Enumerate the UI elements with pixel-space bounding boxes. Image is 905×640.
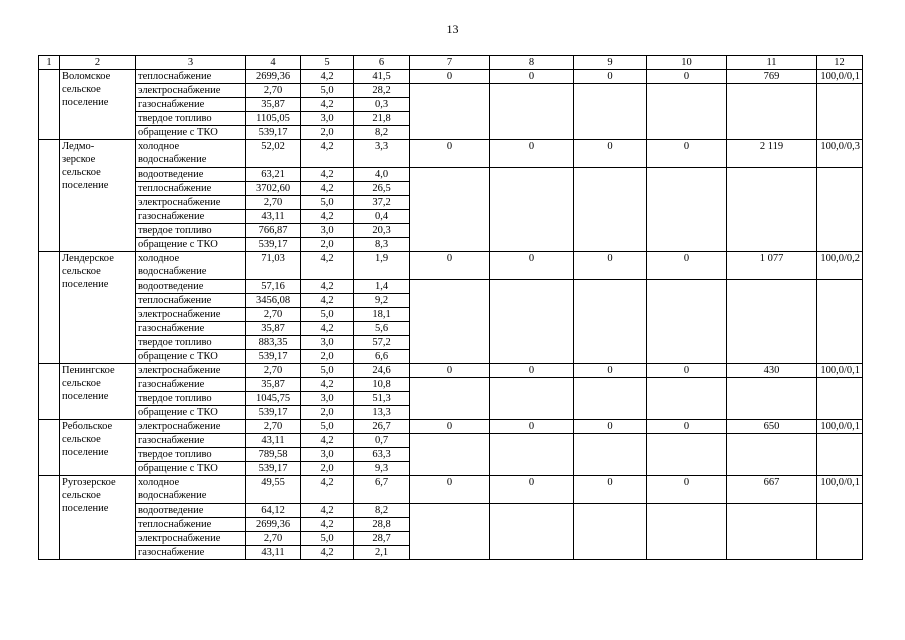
value-c4: 35,87	[246, 322, 301, 336]
value-c5: 3,0	[301, 448, 354, 462]
service-type	[136, 210, 246, 224]
value-c12: 100,0/0,2	[817, 252, 863, 280]
value-c10: 0	[647, 252, 727, 280]
empty-cell	[817, 504, 863, 560]
service-type	[136, 98, 246, 112]
value-c6: 0,7	[354, 434, 410, 448]
value-c4: 539,17	[246, 350, 301, 364]
value-c7: 0	[410, 420, 490, 434]
cell-line: сельское	[62, 378, 101, 389]
value-c6: 10,8	[354, 378, 410, 392]
value-c7: 0	[410, 140, 490, 168]
cell-line: теплоснабжение	[138, 519, 212, 530]
value-c8: 0	[490, 70, 574, 84]
cell-line: сельское	[62, 434, 101, 445]
value-c8: 0	[490, 476, 574, 504]
empty-cell	[817, 168, 863, 252]
empty-cell	[817, 434, 863, 476]
value-c6: 9,2	[354, 294, 410, 308]
header-cell: 1	[39, 56, 60, 70]
service-type	[136, 462, 246, 476]
value-c4: 35,87	[246, 378, 301, 392]
value-c4: 57,16	[246, 280, 301, 294]
row-number-cell	[39, 476, 60, 560]
row-number-cell	[39, 364, 60, 420]
value-c4: 64,12	[246, 504, 301, 518]
value-c11: 430	[727, 364, 817, 378]
value-c8: 0	[490, 252, 574, 280]
service-type	[136, 140, 246, 168]
empty-cell	[647, 378, 727, 420]
service-type	[136, 238, 246, 252]
value-c6: 28,7	[354, 532, 410, 546]
value-c5: 5,0	[301, 364, 354, 378]
header-cell: 10	[647, 56, 727, 70]
value-c5: 4,2	[301, 434, 354, 448]
empty-cell	[647, 84, 727, 140]
value-c6: 28,8	[354, 518, 410, 532]
value-c7: 0	[410, 364, 490, 378]
empty-cell	[574, 168, 647, 252]
value-c7: 0	[410, 252, 490, 280]
value-c6: 6,7	[354, 476, 410, 504]
service-type	[136, 518, 246, 532]
table-row	[39, 140, 863, 168]
cell-line: твердое топливо	[138, 393, 212, 404]
value-c4: 3456,08	[246, 294, 301, 308]
value-c4: 2,70	[246, 308, 301, 322]
cell-line: водоотведение	[138, 169, 204, 180]
value-c5: 3,0	[301, 336, 354, 350]
empty-cell	[490, 280, 574, 364]
value-c10: 0	[647, 364, 727, 378]
value-c9: 0	[574, 140, 647, 168]
service-type	[136, 532, 246, 546]
value-c4: 2,70	[246, 84, 301, 98]
empty-cell	[647, 504, 727, 560]
value-c4: 63,21	[246, 168, 301, 182]
value-c4: 883,35	[246, 336, 301, 350]
table-header	[39, 56, 863, 70]
empty-cell	[574, 504, 647, 560]
value-c6: 0,4	[354, 210, 410, 224]
settlement-name	[60, 252, 136, 364]
empty-cell	[490, 168, 574, 252]
value-c12: 100,0/0,1	[817, 70, 863, 84]
header-cell: 7	[410, 56, 490, 70]
cell-line: водоотведение	[138, 281, 204, 292]
cell-line: газоснабжение	[138, 547, 205, 558]
service-type	[136, 406, 246, 420]
value-c4: 1045,75	[246, 392, 301, 406]
table-row	[39, 84, 863, 98]
value-c5: 2,0	[301, 126, 354, 140]
value-c5: 5,0	[301, 196, 354, 210]
service-type	[136, 280, 246, 294]
value-c5: 4,2	[301, 476, 354, 504]
cell-line: Пенингское	[62, 365, 115, 376]
value-c6: 20,3	[354, 224, 410, 238]
empty-cell	[410, 434, 490, 476]
cell-line: твердое топливо	[138, 449, 212, 460]
cell-line: сельское	[62, 490, 101, 501]
cell-line: электроснабжение	[138, 85, 221, 96]
value-c4: 71,03	[246, 252, 301, 280]
cell-line: зерское	[62, 154, 96, 165]
value-c4: 539,17	[246, 238, 301, 252]
value-c6: 6,6	[354, 350, 410, 364]
empty-cell	[574, 434, 647, 476]
value-c5: 4,2	[301, 168, 354, 182]
cell-line: Ребольское	[62, 421, 113, 432]
header-cell: 8	[490, 56, 574, 70]
value-c4: 539,17	[246, 462, 301, 476]
value-c4: 1105,05	[246, 112, 301, 126]
table-row	[39, 168, 863, 182]
cell-line: обращение с ТКО	[138, 407, 218, 418]
value-c4: 35,87	[246, 98, 301, 112]
service-type	[136, 364, 246, 378]
table-row	[39, 378, 863, 392]
table-row	[39, 252, 863, 280]
value-c6: 5,6	[354, 322, 410, 336]
value-c5: 2,0	[301, 238, 354, 252]
cell-line: твердое топливо	[138, 113, 212, 124]
value-c5: 4,2	[301, 504, 354, 518]
value-c6: 37,2	[354, 196, 410, 210]
cell-line: газоснабжение	[138, 211, 205, 222]
table-row	[39, 280, 863, 294]
value-c5: 4,2	[301, 322, 354, 336]
value-c6: 57,2	[354, 336, 410, 350]
page-number: 13	[446, 22, 459, 36]
value-c5: 4,2	[301, 518, 354, 532]
value-c4: 766,87	[246, 224, 301, 238]
value-c6: 28,2	[354, 84, 410, 98]
cell-line: обращение с ТКО	[138, 351, 218, 362]
header-cell: 6	[354, 56, 410, 70]
value-c6: 2,1	[354, 546, 410, 560]
cell-line: обращение с ТКО	[138, 239, 218, 250]
value-c8: 0	[490, 364, 574, 378]
service-type	[136, 308, 246, 322]
cell-line: холодное	[138, 477, 180, 488]
value-c7: 0	[410, 476, 490, 504]
empty-cell	[727, 378, 817, 420]
header-cell: 9	[574, 56, 647, 70]
value-c10: 0	[647, 140, 727, 168]
value-c4: 539,17	[246, 406, 301, 420]
table-body	[39, 70, 863, 560]
value-c4: 49,55	[246, 476, 301, 504]
settlement-name	[60, 70, 136, 140]
value-c11: 667	[727, 476, 817, 504]
row-number-cell	[39, 252, 60, 364]
value-c12: 100,0/0,3	[817, 140, 863, 168]
value-c5: 2,0	[301, 350, 354, 364]
empty-cell	[817, 280, 863, 364]
service-type	[136, 126, 246, 140]
value-c4: 2,70	[246, 532, 301, 546]
value-c4: 2699,36	[246, 70, 301, 84]
empty-cell	[410, 504, 490, 560]
cell-line: электроснабжение	[138, 365, 221, 376]
value-c6: 1,9	[354, 252, 410, 280]
value-c5: 4,2	[301, 182, 354, 196]
cell-line: теплоснабжение	[138, 183, 212, 194]
value-c4: 3702,60	[246, 182, 301, 196]
empty-cell	[490, 504, 574, 560]
value-c9: 0	[574, 252, 647, 280]
cell-line: обращение с ТКО	[138, 127, 218, 138]
value-c6: 18,1	[354, 308, 410, 322]
service-type	[136, 434, 246, 448]
header-cell: 4	[246, 56, 301, 70]
header-cell: 11	[727, 56, 817, 70]
value-c5: 4,2	[301, 546, 354, 560]
value-c6: 8,2	[354, 504, 410, 518]
service-type	[136, 476, 246, 504]
table-row	[39, 364, 863, 378]
header-cell: 3	[136, 56, 246, 70]
service-type	[136, 224, 246, 238]
value-c4: 2,70	[246, 196, 301, 210]
cell-line: обращение с ТКО	[138, 463, 218, 474]
cell-line: холодное	[138, 141, 180, 152]
cell-line: водоснабжение	[138, 266, 207, 277]
header-cell: 2	[60, 56, 136, 70]
cell-line: Воломское	[62, 71, 111, 82]
cell-line: поселение	[62, 279, 109, 290]
empty-cell	[490, 434, 574, 476]
empty-cell	[647, 434, 727, 476]
settlement-name	[60, 140, 136, 252]
service-type	[136, 84, 246, 98]
value-c4: 2,70	[246, 364, 301, 378]
data-table	[38, 55, 863, 560]
cell-line: водоснабжение	[138, 490, 207, 501]
value-c11: 769	[727, 70, 817, 84]
value-c6: 3,3	[354, 140, 410, 168]
value-c6: 51,3	[354, 392, 410, 406]
value-c6: 21,8	[354, 112, 410, 126]
value-c10: 0	[647, 476, 727, 504]
cell-line: сельское	[62, 266, 101, 277]
value-c5: 2,0	[301, 406, 354, 420]
empty-cell	[727, 84, 817, 140]
service-type	[136, 252, 246, 280]
service-type	[136, 322, 246, 336]
service-type	[136, 420, 246, 434]
value-c9: 0	[574, 476, 647, 504]
value-c7: 0	[410, 70, 490, 84]
service-type	[136, 504, 246, 518]
table-row	[39, 504, 863, 518]
cell-line: теплоснабжение	[138, 295, 212, 306]
cell-line: Лендерское	[62, 253, 114, 264]
value-c8: 0	[490, 420, 574, 434]
value-c6: 1,4	[354, 280, 410, 294]
empty-cell	[410, 168, 490, 252]
cell-line: водоотведение	[138, 505, 204, 516]
value-c12: 100,0/0,1	[817, 420, 863, 434]
cell-line: теплоснабжение	[138, 71, 212, 82]
empty-cell	[817, 84, 863, 140]
value-c5: 4,2	[301, 294, 354, 308]
value-c9: 0	[574, 70, 647, 84]
cell-line: газоснабжение	[138, 99, 205, 110]
row-number-cell	[39, 140, 60, 252]
value-c6: 8,2	[354, 126, 410, 140]
service-type	[136, 546, 246, 560]
value-c11: 650	[727, 420, 817, 434]
cell-line: твердое топливо	[138, 225, 212, 236]
cell-line: газоснабжение	[138, 435, 205, 446]
value-c5: 4,2	[301, 70, 354, 84]
table-row	[39, 70, 863, 84]
service-type	[136, 112, 246, 126]
empty-cell	[410, 378, 490, 420]
value-c5: 2,0	[301, 462, 354, 476]
row-number-cell	[39, 420, 60, 476]
cell-line: холодное	[138, 253, 180, 264]
empty-cell	[410, 280, 490, 364]
value-c4: 789,58	[246, 448, 301, 462]
value-c6: 24,6	[354, 364, 410, 378]
value-c5: 5,0	[301, 532, 354, 546]
value-c9: 0	[574, 420, 647, 434]
empty-cell	[647, 168, 727, 252]
value-c6: 0,3	[354, 98, 410, 112]
table-row	[39, 434, 863, 448]
empty-cell	[490, 84, 574, 140]
cell-line: поселение	[62, 503, 109, 514]
header-cell: 5	[301, 56, 354, 70]
value-c4: 43,11	[246, 434, 301, 448]
service-type	[136, 70, 246, 84]
value-c6: 8,3	[354, 238, 410, 252]
cell-line: Ругозерское	[62, 477, 116, 488]
service-type	[136, 336, 246, 350]
header-row	[39, 56, 863, 70]
empty-cell	[727, 434, 817, 476]
value-c5: 4,2	[301, 210, 354, 224]
cell-line: электроснабжение	[138, 533, 221, 544]
service-type	[136, 294, 246, 308]
empty-cell	[817, 378, 863, 420]
cell-line: поселение	[62, 180, 109, 191]
value-c11: 1 077	[727, 252, 817, 280]
empty-cell	[574, 280, 647, 364]
header-cell: 12	[817, 56, 863, 70]
service-type	[136, 182, 246, 196]
value-c5: 4,2	[301, 98, 354, 112]
value-c12: 100,0/0,1	[817, 364, 863, 378]
cell-line: электроснабжение	[138, 421, 221, 432]
value-c4: 2,70	[246, 420, 301, 434]
service-type	[136, 392, 246, 406]
table-row	[39, 420, 863, 434]
empty-cell	[410, 84, 490, 140]
cell-line: электроснабжение	[138, 197, 221, 208]
value-c5: 5,0	[301, 308, 354, 322]
empty-cell	[574, 378, 647, 420]
value-c6: 4,0	[354, 168, 410, 182]
service-type	[136, 168, 246, 182]
cell-line: твердое топливо	[138, 337, 212, 348]
value-c5: 4,2	[301, 140, 354, 168]
cell-line: газоснабжение	[138, 323, 205, 334]
cell-line: поселение	[62, 447, 109, 458]
value-c11: 2 119	[727, 140, 817, 168]
row-number-cell	[39, 70, 60, 140]
value-c6: 63,3	[354, 448, 410, 462]
value-c5: 3,0	[301, 112, 354, 126]
value-c4: 539,17	[246, 126, 301, 140]
cell-line: поселение	[62, 391, 109, 402]
empty-cell	[490, 378, 574, 420]
empty-cell	[727, 504, 817, 560]
value-c6: 41,5	[354, 70, 410, 84]
table-row	[39, 476, 863, 504]
service-type	[136, 350, 246, 364]
value-c4: 52,02	[246, 140, 301, 168]
cell-line: Ледмо-	[62, 141, 95, 152]
value-c6: 9,3	[354, 462, 410, 476]
value-c6: 13,3	[354, 406, 410, 420]
service-type	[136, 378, 246, 392]
cell-line: водоснабжение	[138, 154, 207, 165]
empty-cell	[574, 84, 647, 140]
value-c10: 0	[647, 420, 727, 434]
value-c5: 4,2	[301, 378, 354, 392]
settlement-name	[60, 364, 136, 420]
value-c9: 0	[574, 364, 647, 378]
value-c4: 43,11	[246, 210, 301, 224]
cell-line: сельское	[62, 167, 101, 178]
value-c5: 4,2	[301, 252, 354, 280]
value-c5: 5,0	[301, 420, 354, 434]
settlement-name	[60, 420, 136, 476]
value-c5: 5,0	[301, 84, 354, 98]
value-c4: 43,11	[246, 546, 301, 560]
value-c6: 26,5	[354, 182, 410, 196]
cell-line: поселение	[62, 97, 109, 108]
empty-cell	[647, 280, 727, 364]
cell-line: электроснабжение	[138, 309, 221, 320]
value-c10: 0	[647, 70, 727, 84]
settlement-name	[60, 476, 136, 560]
value-c5: 3,0	[301, 224, 354, 238]
empty-cell	[727, 168, 817, 252]
value-c5: 4,2	[301, 280, 354, 294]
value-c4: 2699,36	[246, 518, 301, 532]
cell-line: сельское	[62, 84, 101, 95]
value-c8: 0	[490, 140, 574, 168]
value-c6: 26,7	[354, 420, 410, 434]
cell-line: газоснабжение	[138, 379, 205, 390]
service-type	[136, 196, 246, 210]
service-type	[136, 448, 246, 462]
empty-cell	[727, 280, 817, 364]
value-c5: 3,0	[301, 392, 354, 406]
value-c12: 100,0/0,1	[817, 476, 863, 504]
